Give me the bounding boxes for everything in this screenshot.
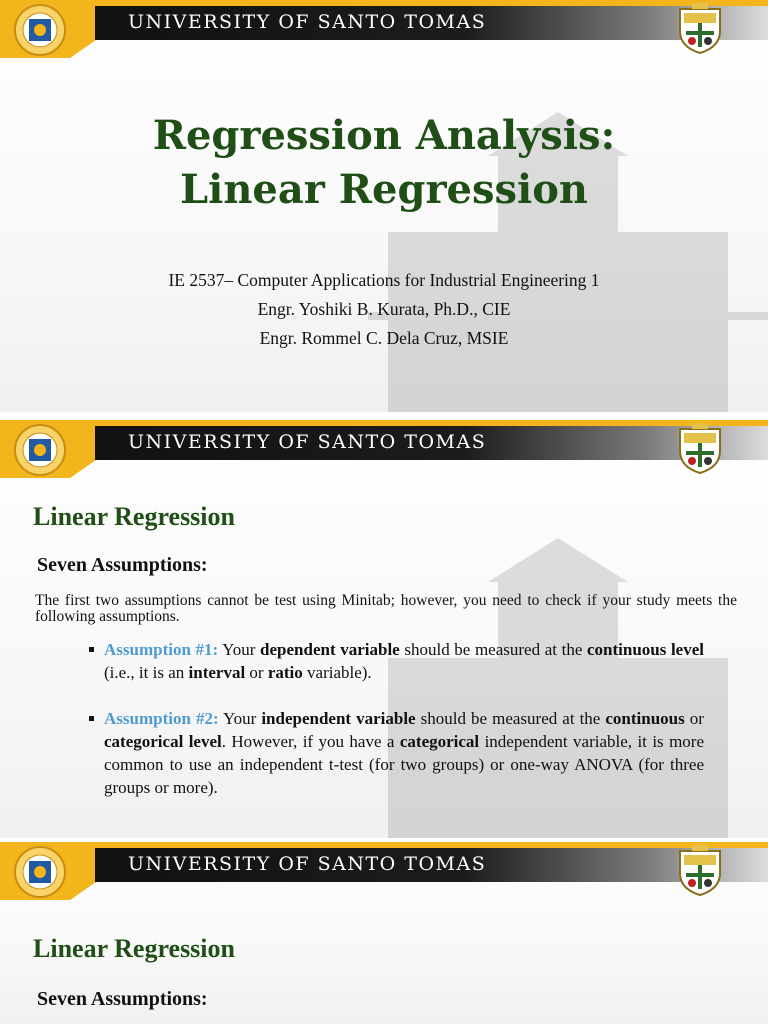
header-bar xyxy=(0,842,768,900)
slide-title-line1: Regression Analysis: xyxy=(152,112,616,159)
assumption-1-item xyxy=(104,638,704,684)
emphasis: interval xyxy=(188,663,246,682)
assumption-label: Assumption #2: xyxy=(104,709,219,728)
emphasis: categorical level xyxy=(104,732,222,751)
university-name: UNIVERSITY OF SANTO TOMAS xyxy=(128,11,487,33)
intro-paragraph: The first two assumptions cannot be test using Minitab; however, you need to check if your study meets the following assumptions. xyxy=(35,592,737,625)
slide-subheading: Seven Assumptions: xyxy=(37,988,208,1010)
text: or xyxy=(684,709,704,728)
text: (i.e., it is an xyxy=(104,663,189,682)
text: should be measured at the xyxy=(399,640,587,659)
ust-seal-icon xyxy=(8,422,72,478)
text: or xyxy=(245,663,268,682)
instructor-2: Engr. Rommel C. Dela Cruz, MSIE xyxy=(259,328,509,348)
slide-title-line2: Linear Regression xyxy=(180,166,588,213)
ust-crest-icon xyxy=(676,1,724,55)
slide-heading: Linear Regression xyxy=(33,502,235,531)
text: variable). xyxy=(302,663,372,682)
header-bar xyxy=(0,0,768,58)
emphasis: dependent variable xyxy=(260,640,400,659)
text: independent variable, it is more common to use an independent t-test (for two groups) or one-way ANOVA (for three groups or more). xyxy=(104,732,704,797)
slide-title xyxy=(0,0,768,412)
text: . However, if you have a xyxy=(221,732,400,751)
ust-seal-icon xyxy=(8,2,72,58)
slide-heading: Linear Regression xyxy=(33,934,235,963)
emphasis: independent variable xyxy=(261,709,416,728)
text: Your xyxy=(218,709,262,728)
bullet-square-icon xyxy=(89,647,94,652)
ust-crest-icon xyxy=(676,421,724,475)
ust-crest-icon xyxy=(676,843,724,897)
emphasis: categorical xyxy=(399,732,480,751)
assumption-2-item xyxy=(104,707,704,799)
university-name: UNIVERSITY OF SANTO TOMAS xyxy=(128,431,487,453)
slide-assumptions-2 xyxy=(0,842,768,1024)
course-name: IE 2537– Computer Applications for Industrial Engineering 1 xyxy=(168,270,600,290)
slide-subheading: Seven Assumptions: xyxy=(37,554,208,576)
assumption-label: Assumption #1: xyxy=(104,640,219,659)
slide-assumptions-1 xyxy=(0,420,768,838)
ust-seal-icon xyxy=(8,844,72,900)
emphasis: continuous xyxy=(605,709,685,728)
text: should be measured at the xyxy=(415,709,606,728)
instructor-1: Engr. Yoshiki B. Kurata, Ph.D., CIE xyxy=(257,299,511,319)
university-name: UNIVERSITY OF SANTO TOMAS xyxy=(128,853,487,875)
emphasis: ratio xyxy=(267,663,303,682)
text: Your xyxy=(218,640,261,659)
emphasis: continuous level xyxy=(586,640,705,659)
bullet-square-icon xyxy=(89,716,94,721)
header-bar xyxy=(0,420,768,478)
